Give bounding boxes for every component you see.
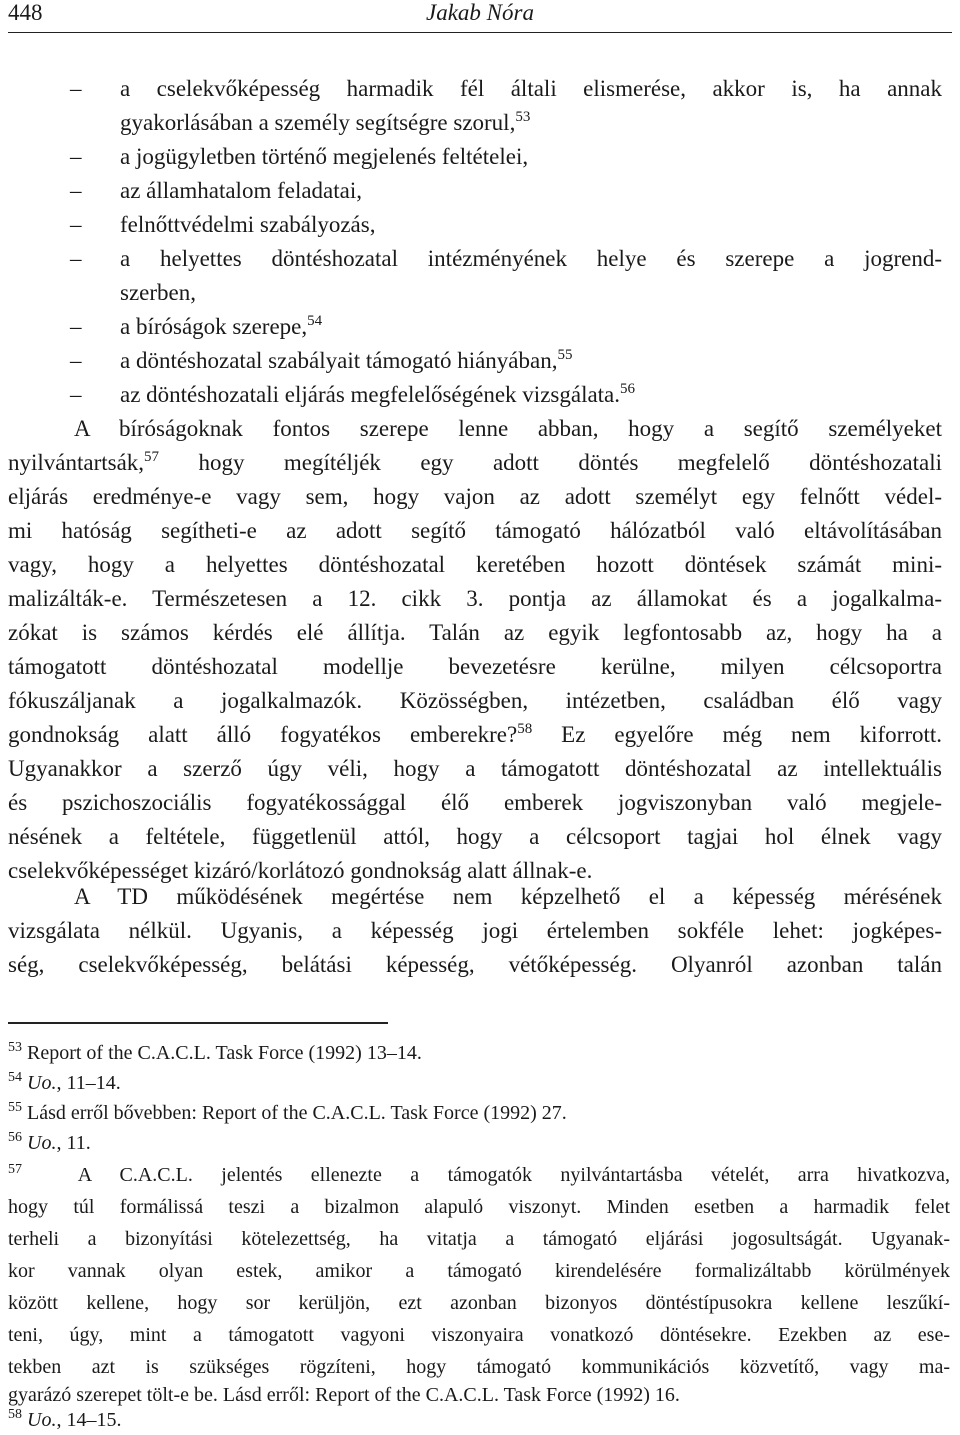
list-item: – a bíróságok szerepe,$^{54}$ <box>120 310 942 344</box>
footnote-ref-57[interactable]: 57 <box>144 449 160 465</box>
footnote-number: 58 <box>8 1407 22 1422</box>
list-item: – a helyettes döntéshozatal intézményének helye és szerepe a jogrend- <box>120 242 942 276</box>
footnote-line: kor vannak olyan estek, amikor a támogató kirendelésére formalizáltabb körülmények <box>8 1260 950 1282</box>
footnote-54: $^{54}$ Uo., 11–14. <box>8 1070 121 1094</box>
running-title: Jakab Nóra <box>426 0 534 25</box>
footnote-number: 57 <box>8 1162 22 1177</box>
page-number: 448 <box>8 0 43 25</box>
list-item-continuation: szerben, <box>120 280 196 305</box>
list-dash: – <box>70 348 82 373</box>
text-line: A TD működésének megértése nem képzelhető el a képesség mérésének <box>74 884 942 909</box>
text-line: ség, cselekvőképesség, belátási képesség, vétőképesség. Olyanról azonban talán <box>8 952 942 977</box>
text-line: mi hatóság segítheti-e az adott segítő támogató hálózatból való eltávolításában <box>8 518 942 543</box>
running-header <box>8 0 952 33</box>
text-line: eljárás eredménye-e vagy sem, hogy vajon az adott személyt egy felnőtt védel- <box>8 484 942 509</box>
footnote-58: $^{58}$ Uo., 14–15. <box>8 1407 122 1431</box>
footnote-line: hogy túl formálissá teszi a bizalmon alapuló viszonyt. Minden esetben a harmadik felet <box>8 1196 950 1218</box>
footnote-line: teni, úgy, mint a támogatott vagyoni viszonyaira vonatkozó döntésekre. Ezekben az ese- <box>8 1324 950 1346</box>
footnote-ref-54[interactable]: 54 <box>307 313 323 329</box>
footnote-number: 56 <box>8 1130 22 1145</box>
list-dash: – <box>70 212 82 237</box>
footnote-line: között kellene, hogy sor kerüljön, ezt azonban bizonyos döntéstípusokra kellene leszűkí- <box>8 1292 950 1314</box>
list-dash: – <box>70 178 82 203</box>
list-dash: – <box>70 314 82 339</box>
footnote-56: $^{56}$ Uo., 11. <box>8 1130 91 1154</box>
list-item: – az döntéshozatali eljárás megfelelőségének vizsgálata.$^{56}$ <box>120 378 942 412</box>
list-dash: – <box>70 382 82 407</box>
list-item: – a cselekvőképesség harmadik fél általi elismerése, akkor is, ha annak <box>120 72 942 106</box>
text-line: gondnokság alatt álló fogyatékos emberekre?$^{58}$ Ez egyelőre még nem kiforrott. <box>8 721 943 747</box>
list-item: – a döntéshozatal szabályait támogató hiányában,$^{55}$ <box>120 344 942 378</box>
text-line: zókat is számos kérdés elé állítja. Talán az egyik legfontosabb az, hogy ha a <box>8 620 942 645</box>
footnote-55: $^{55}$ Lásd erről bővebben: Report of the C.A.C.L. Task Force (1992) 27. <box>8 1100 567 1124</box>
footnote-number: 54 <box>8 1070 22 1085</box>
text-line: nyilvántartsák,$^{57}$ hogy megítéljék egy adott döntés megfelelő döntéshozatali <box>8 449 942 475</box>
list-item: – felnőttvédelmi szabályozás, <box>120 208 942 242</box>
text-line: fókuszáljanak a jogalkalmazók. Közösségben, intézetben, családban élő vagy <box>8 688 942 713</box>
text-line: A bíróságoknak fontos szerepe lenne abban, hogy a segítő személyeket <box>74 416 942 441</box>
list-item-continuation: gyakorlásában a személy segítségre szorul,$^{53}$ <box>120 109 531 135</box>
footnote-ref-56[interactable]: 56 <box>620 381 636 397</box>
footnote-line: gyarázó szerepet tölt-e be. Lásd erről: Report of the C.A.C.L. Task Force (1992) 16. <box>8 1384 680 1406</box>
text-line: és pszichoszociális fogyatékossággal élő emberek jogviszonyban való megjele- <box>8 790 942 815</box>
footnote-line: terheli a bizonyítási kötelezettség, ha vitatja a támogató eljárási jogosultságát. Ugyanak- <box>8 1228 950 1250</box>
footnote-line: $^{57}$ A C.A.C.L. jelentés ellenezte a támogatók nyilvántartásba vételét, arra hivatkozva, <box>8 1162 950 1186</box>
text-line: Ugyanakkor a szerző úgy véli, hogy a támogatott döntéshozatal az intellektuális <box>8 756 942 781</box>
footnote-ref-55[interactable]: 55 <box>557 347 573 363</box>
text-line: vizsgálata nélkül. Ugyanis, a képesség jogi értelemben sokféle lehet: jogképes- <box>8 918 942 943</box>
list-dash: – <box>70 76 82 101</box>
text-line: vagy, hogy a helyettes döntéshozatal keretében hozott döntések számát mini- <box>8 552 942 577</box>
footnote-ref-58[interactable]: 58 <box>517 721 533 737</box>
text-line: malizálták-e. Természetesen a 12. cikk 3. pontja az államokat és a jogalkalma- <box>8 586 942 611</box>
list-dash: – <box>70 144 82 169</box>
list-dash: – <box>70 246 82 271</box>
text-line: nésének a feltétele, függetlenül attól, hogy a célcsoport tagjai hol élnek vagy <box>8 824 942 849</box>
footnote-line: tekben azt is szükséges rögzíteni, hogy támogató kommunikációs közvetítő, vagy ma- <box>8 1356 950 1378</box>
text-line: cselekvőképességet kizáró/korlátozó gondnokság alatt állnak-e. <box>8 858 593 883</box>
text-line: támogatott döntéshozatal modellje bevezetésre kerülne, milyen célcsoportra <box>8 654 942 679</box>
footnote-separator <box>8 1022 388 1024</box>
list-item: – a jogügyletben történő megjelenés feltételei, <box>120 140 942 174</box>
footnote-53: $^{53}$ Report of the C.A.C.L. Task Force (1992) 13–14. <box>8 1040 422 1064</box>
footnote-number: 55 <box>8 1100 22 1115</box>
footnote-ref-53[interactable]: 53 <box>515 109 531 125</box>
list-item: – az államhatalom feladatai, <box>120 174 942 208</box>
footnote-number: 53 <box>8 1040 22 1055</box>
